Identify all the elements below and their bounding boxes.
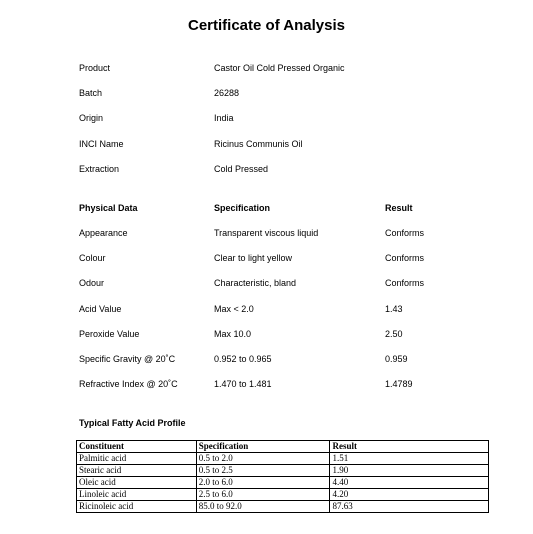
physical-row: [0, 352, 533, 366]
info-row-extraction: [0, 162, 533, 176]
constituent: Ricinoleic acid: [77, 501, 197, 513]
parameter: Colour: [79, 253, 106, 263]
constituent: Oleic acid: [77, 477, 197, 489]
table-row: [77, 489, 489, 501]
result: Conforms: [385, 228, 425, 238]
specification: Max < 2.0: [214, 304, 254, 314]
result: 87.63: [330, 501, 489, 513]
result: 2.50: [385, 329, 403, 339]
specification: 85.0 to 92.0: [196, 501, 330, 513]
specification: 2.0 to 6.0: [196, 477, 330, 489]
physical-row: [0, 302, 533, 316]
specification: 0.5 to 2.5: [196, 465, 330, 477]
info-value: Castor Oil Cold Pressed Organic: [214, 63, 345, 73]
info-row-product: [0, 61, 533, 75]
info-value: Ricinus Communis Oil: [214, 139, 303, 149]
specification: Transparent viscous liquid: [214, 228, 319, 238]
info-value: Cold Pressed: [214, 164, 269, 174]
constituent: Stearic acid: [77, 465, 197, 477]
column-header: Physical Data: [79, 203, 138, 213]
fatty-acid-title: Typical Fatty Acid Profile: [79, 418, 186, 428]
specification: 2.5 to 6.0: [196, 489, 330, 501]
parameter: Acid Value: [79, 304, 122, 314]
table-row: [77, 465, 489, 477]
constituent: Palmitic acid: [77, 453, 197, 465]
column-header: Constituent: [77, 441, 197, 453]
specification: 0.952 to 0.965: [214, 354, 272, 364]
fatty-acid-table: [76, 440, 489, 513]
parameter: Odour: [79, 278, 105, 288]
parameter: Specific Gravity @ 20˚C: [79, 354, 176, 364]
result: 1.51: [330, 453, 489, 465]
info-label: Origin: [79, 113, 104, 123]
table-row: [77, 453, 489, 465]
info-value: India: [214, 113, 234, 123]
info-label: Product: [79, 63, 111, 73]
result: 1.43: [385, 304, 403, 314]
page-title: Certificate of Analysis: [188, 17, 345, 34]
result: 1.4789: [385, 379, 413, 389]
result: 4.20: [330, 489, 489, 501]
specification: Max 10.0: [214, 329, 252, 339]
result: 0.959: [385, 354, 408, 364]
info-row-batch: [0, 86, 533, 100]
physical-row: [0, 327, 533, 341]
info-row-origin: [0, 111, 533, 125]
table-row: [77, 477, 489, 489]
result: 1.90: [330, 465, 489, 477]
specification: 0.5 to 2.0: [196, 453, 330, 465]
physical-header-row: [0, 201, 533, 215]
column-header: Result: [330, 441, 489, 453]
parameter: Peroxide Value: [79, 329, 140, 339]
column-header: Specification: [214, 203, 271, 213]
info-value: 26288: [214, 88, 240, 98]
result: Conforms: [385, 253, 425, 263]
physical-row: [0, 377, 533, 391]
physical-row: [0, 251, 533, 265]
result: Conforms: [385, 278, 425, 288]
physical-row: [0, 226, 533, 240]
specification: Characteristic, bland: [214, 278, 297, 288]
info-row-inci-name: [0, 137, 533, 151]
info-label: Batch: [79, 88, 103, 98]
physical-row: [0, 276, 533, 290]
table-row: [77, 501, 489, 513]
specification: Clear to light yellow: [214, 253, 293, 263]
parameter: Refractive Index @ 20˚C: [79, 379, 178, 389]
result: 4.40: [330, 477, 489, 489]
info-label: INCI Name: [79, 139, 124, 149]
specification: 1.470 to 1.481: [214, 379, 272, 389]
table-header-row: [77, 441, 489, 453]
info-label: Extraction: [79, 164, 120, 174]
constituent: Linoleic acid: [77, 489, 197, 501]
parameter: Appearance: [79, 228, 128, 238]
column-header: Specification: [196, 441, 330, 453]
column-header: Result: [385, 203, 413, 213]
